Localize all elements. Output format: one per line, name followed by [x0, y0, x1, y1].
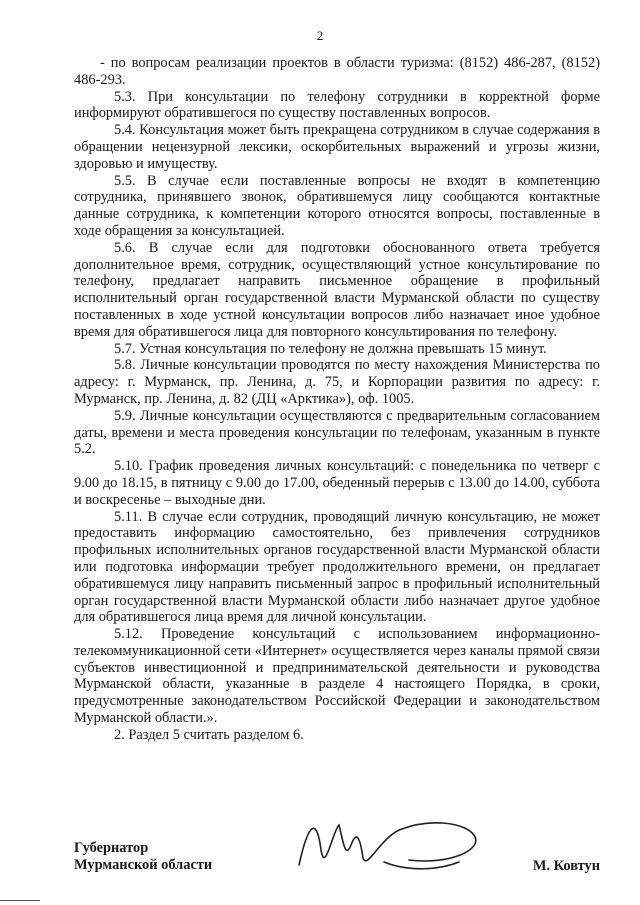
- paragraph-tourism-phones: - по вопросам реализации проектов в области туризма: (8152) 486-287, (8152) 486-293.: [74, 55, 600, 88]
- handwritten-signature: [289, 810, 509, 880]
- paragraph-5-3: 5.3. При консультации по телефону сотрудники в корректной форме информируют обратившегося по существу поставленных вопросов.: [74, 88, 600, 122]
- document-body: [74, 55, 600, 744]
- paragraph-5-4: 5.4. Консультация может быть прекращена сотрудником в случае содержания в обращении нецензурной лексики, оскорбительных выражений и угрозы жизни, здоровью и имуществу.: [74, 122, 600, 172]
- signatory-title-line2: Мурманской области: [74, 857, 213, 873]
- footer-rule: [0, 900, 40, 901]
- paragraph-5-6: 5.6. В случае если для подготовки обоснованного ответа требуется дополнительное время, сотрудник, осуществляющий устное консультирование по телефону, предлагает направить письменное обращение в профильный исполнительный орган государственной власти Мурманской области по существу поставленных в ходе устной консультации вопросов либо назначает иное удобное время для обратившегося лица для повторного консультирования по телефону.: [74, 239, 600, 340]
- paragraph-5-11: 5.11. В случае если сотрудник, проводящий личную консультацию, не может предоставить информацию самостоятельно, без привлечения сотрудников профильных исполнительных органов государственной власти Мурманской области или подготовка информации требует продолжительного времени, он предлагает обратившемуся лицу направить письменный запрос в профильный исполнительный орган государственной власти Мурманской области либо назначает другое удобное для обратившегося лица время для личной консультации.: [74, 508, 600, 626]
- paragraph-5-8: 5.8. Личные консультации проводятся по месту нахождения Министерства по адресу: г. Мурманск, пр. Ленина, д. 75, и Корпорации развития по адресу: г. Мурманск, пр. Ленина, д. 82 (ДЦ «Арктика»), оф. 1005.: [74, 357, 600, 407]
- signatory-name: М. Ковтун: [532, 858, 600, 874]
- paragraph-section-rename: 2. Раздел 5 считать разделом 6.: [114, 726, 304, 743]
- paragraph-5-12: 5.12. Проведение консультаций с использованием информационно-телекоммуникационной сети «Интернет» осуществляется через каналы прямой связи субъектов инвестиционной и предпринимательской деятельности и руководства Мурманской области, указанные в разделе 4 настоящего Порядка, в сроки, предусмотренные законодательством Российской Федерации и законодательством Мурманской области.».: [74, 626, 600, 727]
- paragraph-5-10: 5.10. График проведения личных консультаций: с понедельника по четверг с 9.00 до 18.15, в пятницу с 9.00 до 17.00, обеденный перерыв с 13.00 до 14.00, суббота и воскресенье – выходные дни.: [74, 458, 600, 508]
- page-number: 2: [316, 28, 324, 43]
- paragraph-5-7: 5.7. Устная консультация по телефону не должна превышать 15 минут.: [114, 340, 547, 357]
- signatory-title: [74, 840, 212, 874]
- paragraph-5-9: 5.9. Личные консультации осуществляются с предварительным согласованием даты, времени и места проведения консультации по телефонам, указанным в пункте 5.2.: [74, 407, 600, 458]
- signatory-title-line1: Губернатор: [74, 840, 149, 856]
- paragraph-5-5: 5.5. В случае если поставленные вопросы не входят в компетенцию сотрудника, принявшего звонок, обратившемуся лицу сообщаются контактные данные сотрудника, к компетенции которого относятся вопросы, поставленные в ходе обращения за консультацией.: [74, 172, 600, 239]
